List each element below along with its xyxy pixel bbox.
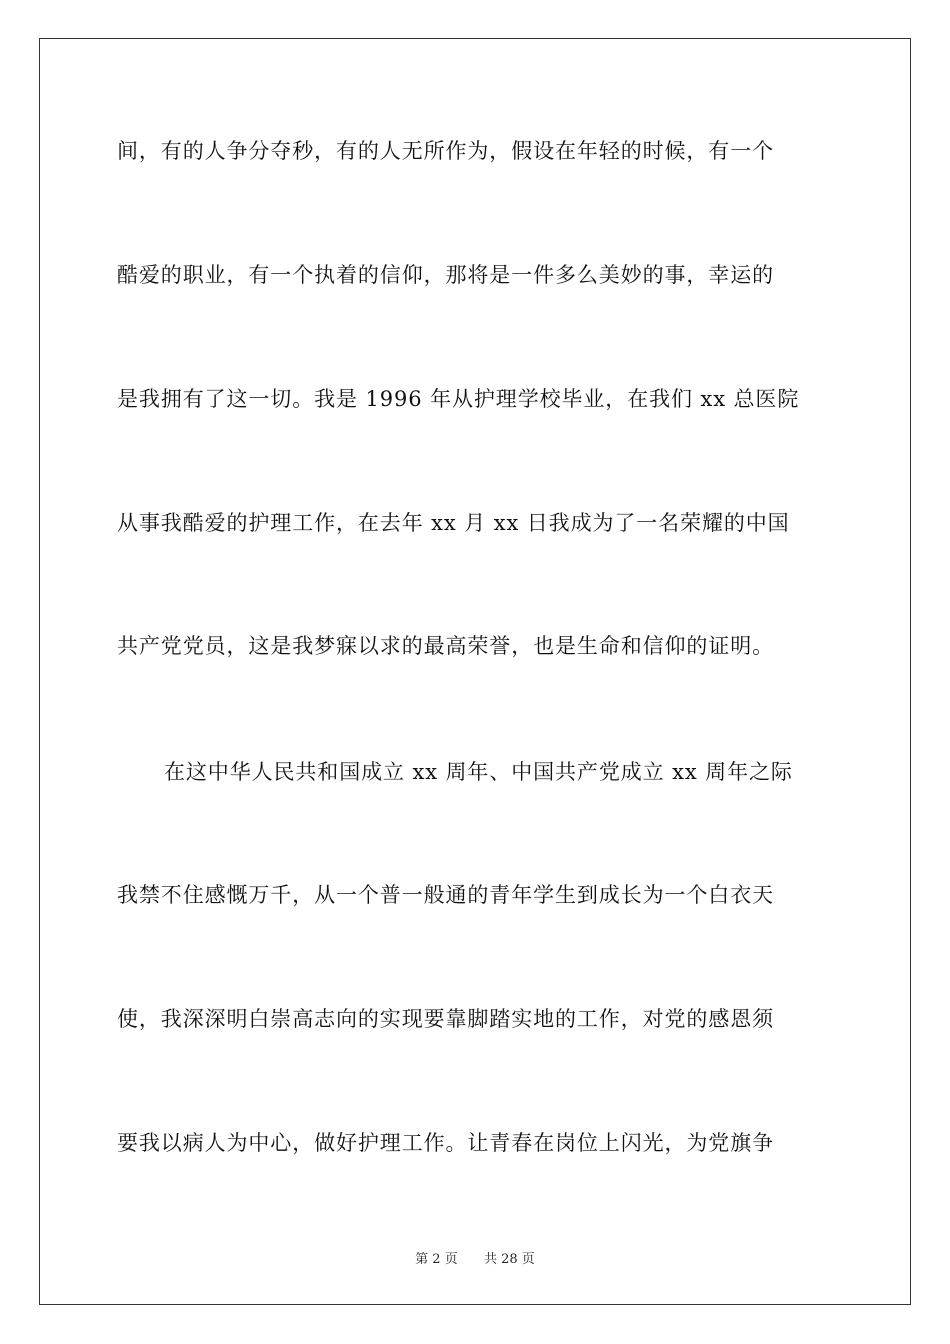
text-line-8: 使，我深深明白崇高志向的实现要靠脚踏实地的工作，对党的感恩须 <box>117 1007 774 1031</box>
page-number: 第 2 页 <box>415 1252 458 1267</box>
text-line-5: 共产党党员，这是我梦寐以求的最高荣誉，也是生命和信仰的证明。 <box>117 634 774 658</box>
text-line-7: 我禁不住感慨万千，从一个普一般通的青年学生到成长为一个白衣天 <box>117 883 774 907</box>
text-line-9: 要我以病人为中心，做好护理工作。让青春在岗位上闪光，为党旗争 <box>117 1131 774 1155</box>
text-line-4: 从事我酷爱的护理工作，在去年 xx 月 xx 日我成为了一名荣耀的中国 <box>117 511 790 535</box>
page-total: 共 28 页 <box>484 1252 535 1267</box>
page-border <box>39 38 911 1305</box>
text-line-2: 酷爱的职业，有一个执着的信仰，那将是一件多么美妙的事，幸运的 <box>117 263 774 287</box>
page-footer <box>0 1248 950 1267</box>
text-line-3: 是我拥有了这一切。我是 1996 年从护理学校毕业，在我们 xx 总医院 <box>117 387 800 411</box>
text-line-6-paragraph-start: 在这中华人民共和国成立 xx 周年、中国共产党成立 xx 周年之际 <box>164 760 793 784</box>
text-line-1: 间，有的人争分夺秒，有的人无所作为，假设在年轻的时候，有一个 <box>117 139 774 163</box>
